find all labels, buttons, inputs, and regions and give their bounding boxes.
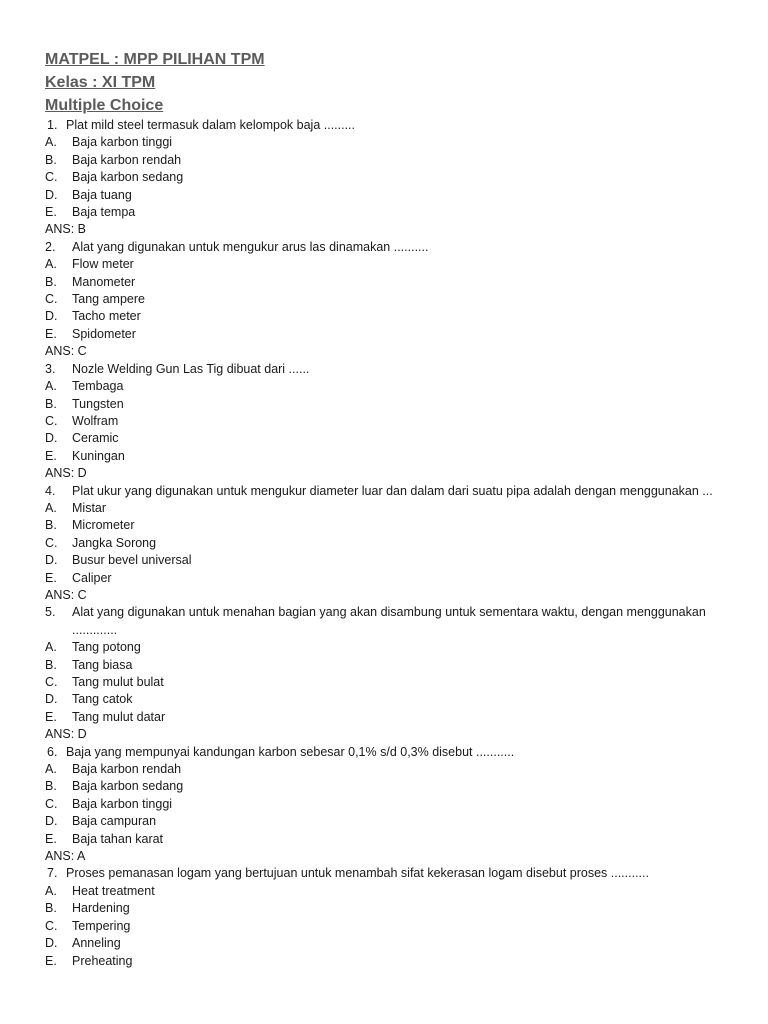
question-number: 7. xyxy=(47,866,58,881)
answer-option xyxy=(45,187,735,204)
option-label: B. xyxy=(45,518,57,533)
answer-option xyxy=(45,552,735,569)
option-text: Spidometer xyxy=(72,326,136,341)
answer-option xyxy=(45,883,735,900)
answer-option xyxy=(45,413,735,430)
question-number: 2. xyxy=(45,239,56,254)
answer-option xyxy=(45,152,735,169)
option-text: Heat treatment xyxy=(72,883,155,898)
option-label: B. xyxy=(45,657,57,672)
option-text: Baja campuran xyxy=(72,814,157,829)
option-text: Tembaga xyxy=(72,379,124,394)
option-label: D. xyxy=(45,187,58,202)
option-text: Tang biasa xyxy=(72,657,133,672)
option-label: E. xyxy=(45,205,57,220)
answer-key: ANS: D xyxy=(45,727,87,742)
class-heading: Kelas : XI TPM xyxy=(45,74,156,91)
question-text: Baja yang mempunyai kandungan karbon sebesar 0,1% s/d 0,3% disebut ........... xyxy=(66,744,515,759)
answer-option xyxy=(45,256,735,273)
answer-option xyxy=(45,430,735,447)
question-text-line xyxy=(45,239,735,256)
answer-key: ANS: C xyxy=(45,587,87,602)
question-number: 4. xyxy=(45,483,56,498)
question-block xyxy=(45,744,735,866)
question-block xyxy=(45,483,735,605)
option-text: Tacho meter xyxy=(72,309,141,324)
option-label: A. xyxy=(45,883,57,898)
option-label: C. xyxy=(45,292,58,307)
question-text-line xyxy=(45,361,735,378)
answer-option xyxy=(45,308,735,325)
question-text: Plat mild steel termasuk dalam kelompok baja ......... xyxy=(66,118,356,132)
option-text: Micrometer xyxy=(72,518,135,533)
question-text-line xyxy=(45,744,735,761)
option-label: D. xyxy=(45,936,58,951)
option-text: Caliper xyxy=(72,570,112,585)
question-text-line xyxy=(45,865,735,882)
question-block xyxy=(45,239,735,361)
option-label: E. xyxy=(45,448,57,463)
subject-heading: MATPEL : MPP PILIHAN TPM xyxy=(45,51,265,68)
question-text: Alat yang digunakan untuk menahan bagian yang akan disambung untuk sementara waktu, dengan menggunakan ............. xyxy=(72,605,706,637)
answer-option xyxy=(45,831,735,848)
option-label: E. xyxy=(45,831,57,846)
option-text: Baja karbon rendah xyxy=(72,152,182,167)
option-label: E. xyxy=(45,709,57,724)
answer-option xyxy=(45,953,735,970)
option-label: B. xyxy=(45,152,57,167)
option-label: A. xyxy=(45,379,57,394)
answer-option xyxy=(45,691,735,708)
option-label: B. xyxy=(45,901,57,916)
answer-option xyxy=(45,918,735,935)
option-label: B. xyxy=(45,396,57,411)
question-number: 5. xyxy=(45,605,56,620)
option-label: A. xyxy=(45,135,57,150)
answer-key: ANS: D xyxy=(45,466,87,481)
option-text: Tang potong xyxy=(72,640,141,655)
answer-option xyxy=(45,448,735,465)
option-label: C. xyxy=(45,170,58,185)
option-text: Hardening xyxy=(72,901,130,916)
question-block xyxy=(45,865,735,969)
question-text: Proses pemanasan logam yang bertujuan untuk menambah sifat kekerasan logam disebut proses ........... xyxy=(66,866,649,881)
answer-option xyxy=(45,500,735,517)
option-text: Baja karbon tinggi xyxy=(72,796,173,811)
option-label: A. xyxy=(45,762,57,777)
option-label: D. xyxy=(45,814,58,829)
answer-option xyxy=(45,517,735,534)
option-text: Baja tuang xyxy=(72,187,132,202)
question-text: Nozle Welding Gun Las Tig dibuat dari ...... xyxy=(72,361,310,376)
option-text: Baja karbon sedang xyxy=(72,170,184,185)
answer-option xyxy=(45,378,735,395)
option-label: E. xyxy=(45,570,57,585)
answer-option xyxy=(45,657,735,674)
answer-option xyxy=(45,935,735,952)
question-text-line xyxy=(45,604,735,639)
option-text: Mistar xyxy=(72,500,107,515)
answer-option xyxy=(45,570,735,587)
answer-option xyxy=(45,813,735,830)
answer-option xyxy=(45,326,735,343)
option-label: C. xyxy=(45,918,58,933)
option-label: E. xyxy=(45,953,57,968)
option-text: Tang mulut datar xyxy=(72,709,166,724)
answer-option xyxy=(45,778,735,795)
option-text: Jangka Sorong xyxy=(72,535,157,550)
option-label: E. xyxy=(45,326,57,341)
option-text: Preheating xyxy=(72,953,133,968)
option-text: Tang mulut bulat xyxy=(72,675,164,689)
question-text: Plat ukur yang digunakan untuk mengukur diameter luar dan dalam dari suatu pipa adalah dengan menggunakan ... xyxy=(72,483,713,498)
answer-option xyxy=(45,900,735,917)
question-number: 3. xyxy=(45,361,56,376)
question-text-line xyxy=(45,483,735,500)
question-list xyxy=(45,117,735,970)
answer-option xyxy=(45,761,735,778)
option-text: Wolfram xyxy=(72,413,119,428)
option-label: C. xyxy=(45,413,58,428)
question-block xyxy=(45,604,735,743)
answer-option xyxy=(45,396,735,413)
answer-option xyxy=(45,639,735,656)
answer-option xyxy=(45,535,735,552)
answer-option xyxy=(45,291,735,308)
option-text: Baja karbon tinggi xyxy=(72,135,173,150)
question-text-line xyxy=(45,117,735,134)
answer-option xyxy=(45,674,735,691)
answer-option xyxy=(45,204,735,221)
option-text: Baja tahan karat xyxy=(72,831,164,846)
option-text: Tang ampere xyxy=(72,292,145,307)
option-label: D. xyxy=(45,309,58,324)
question-text: Alat yang digunakan untuk mengukur arus las dinamakan .......... xyxy=(72,239,429,254)
answer-option xyxy=(45,796,735,813)
option-label: A. xyxy=(45,640,57,655)
option-text: Baja tempa xyxy=(72,205,136,220)
answer-option xyxy=(45,169,735,186)
answer-option xyxy=(45,274,735,291)
option-text: Kuningan xyxy=(72,448,125,463)
option-label: C. xyxy=(45,675,58,689)
answer-option xyxy=(45,709,735,726)
option-label: C. xyxy=(45,796,58,811)
option-text: Flow meter xyxy=(72,257,134,272)
option-label: A. xyxy=(45,500,57,515)
option-label: C. xyxy=(45,535,58,550)
question-number: 6. xyxy=(47,744,58,759)
section-heading: Multiple Choice xyxy=(45,97,164,114)
option-text: Busur bevel universal xyxy=(72,553,192,568)
question-block xyxy=(45,361,735,483)
document-page xyxy=(45,48,735,970)
question-block xyxy=(45,117,735,239)
option-label: D. xyxy=(45,692,58,707)
answer-option xyxy=(45,134,735,151)
option-text: Tang catok xyxy=(72,692,133,707)
answer-key: ANS: A xyxy=(45,849,86,864)
option-text: Tempering xyxy=(72,918,131,933)
option-label: A. xyxy=(45,257,57,272)
option-text: Manometer xyxy=(72,274,136,289)
option-label: D. xyxy=(45,431,58,446)
option-text: Anneling xyxy=(72,936,121,951)
option-text: Ceramic xyxy=(72,431,119,446)
answer-key: ANS: C xyxy=(45,344,87,359)
option-text: Baja karbon sedang xyxy=(72,779,184,794)
option-label: B. xyxy=(45,779,57,794)
option-text: Tungsten xyxy=(72,396,124,411)
question-number: 1. xyxy=(47,118,58,132)
option-label: B. xyxy=(45,274,57,289)
answer-key: ANS: B xyxy=(45,222,86,237)
option-text: Baja karbon rendah xyxy=(72,762,182,777)
option-label: D. xyxy=(45,553,58,568)
